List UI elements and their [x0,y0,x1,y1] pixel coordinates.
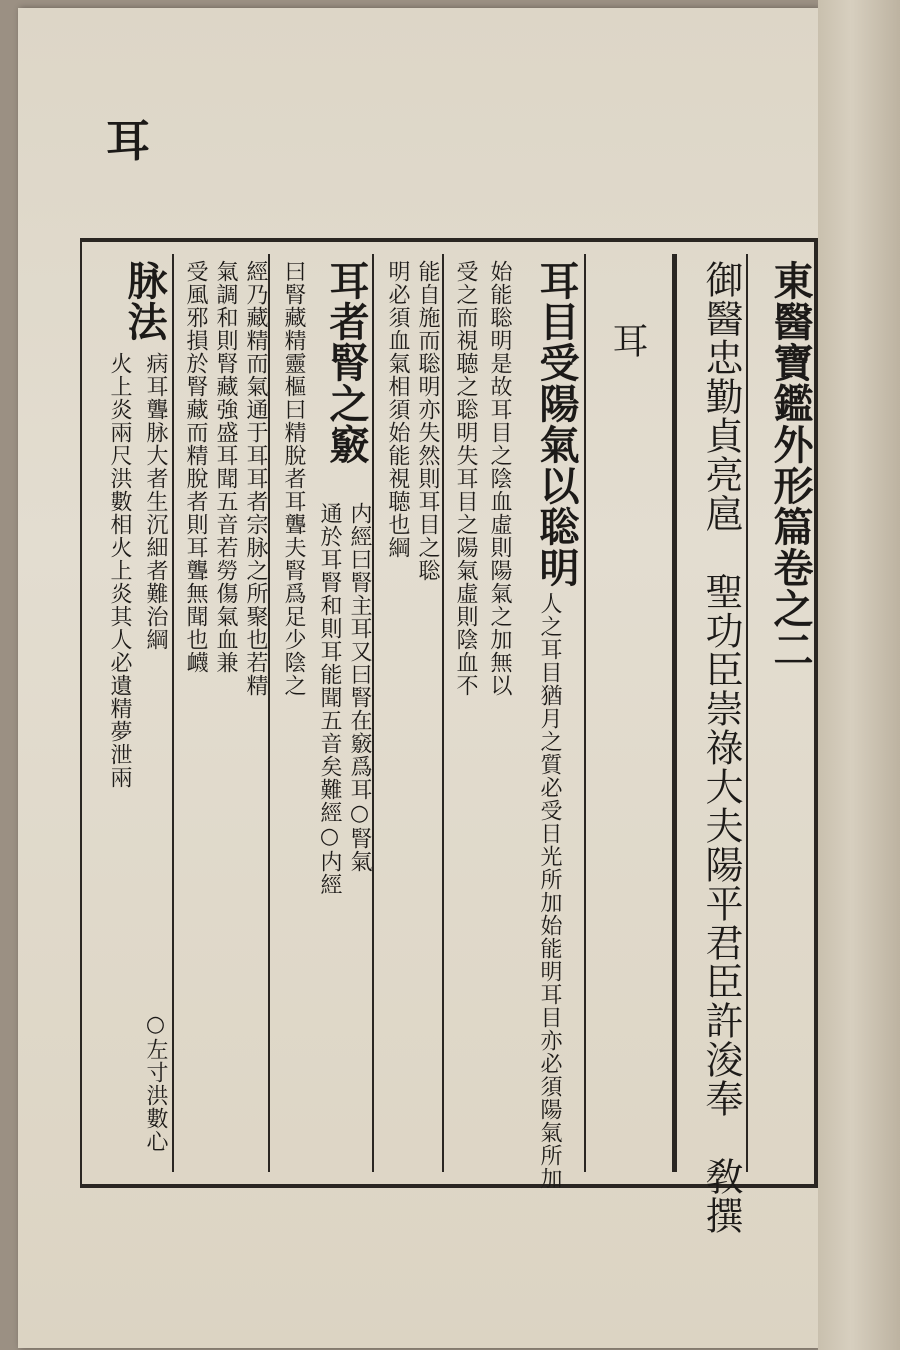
author-line: 御醫忠勤貞亮扈 聖功臣崇祿大夫陽平君臣許浚奉 敎撰 [699,260,743,1235]
book-title: 東醫寶鑑外形篇卷之二 [767,260,814,670]
column-rule [672,254,677,1172]
annotation-line: 經乃藏精而氣通于耳耳者宗脉之所聚也若精 [243,260,268,697]
column-rule [172,254,174,1172]
annotation-line: 内經曰腎主耳又曰腎在竅爲耳○腎氣 [347,502,372,873]
heading-ear-eye: 耳目受陽氣以聡明 [533,260,580,588]
annotation-line: ○左寸洪數心 [143,1012,168,1153]
annotation-line: 能自施而聡明亦失然則耳目之聡 [415,260,440,582]
annotation-line: 火上炎兩尺洪數相火上炎其人必遺精夢泄兩 [107,352,132,789]
annotation-line: 始能聡明是故耳目之陰血虛則陽氣之加無以 [487,260,512,697]
section-heading: 耳 [607,322,648,359]
annotation-line: 明必須血氣相須始能視聴也綱 [385,260,410,559]
annotation-line: 受風邪損於腎藏而精脫者則耳聾無聞也衊 [183,260,208,674]
annotation-line: 通於耳腎和則耳能聞五音矣難經○内經 [317,502,342,896]
annotation-line: 受之而視聴之聡明失耳目之陽氣虛則陰血不 [453,260,478,697]
annotation-line: 氣調和則腎藏強盛耳聞五音若勞傷氣血兼 [213,260,238,674]
annotation-line: 曰腎藏精靈樞曰精脫者耳聾夫腎爲足少陰之 [281,260,306,697]
heading-ear-kidney: 耳者腎之竅 [323,260,370,465]
annotation-line: 人之耳目猶月之質必受日光所加始能明耳目亦必須陽氣所加 [537,592,562,1190]
facing-page-edge [818,0,900,1350]
text-frame [80,238,818,1235]
thumb-tab-label: 耳 [106,116,150,167]
annotation-line: 病耳聾脉大者生沉細者難治綱 [143,352,168,651]
book-page [18,8,818,1348]
heading-pulse-method: 脉法 [121,260,168,342]
